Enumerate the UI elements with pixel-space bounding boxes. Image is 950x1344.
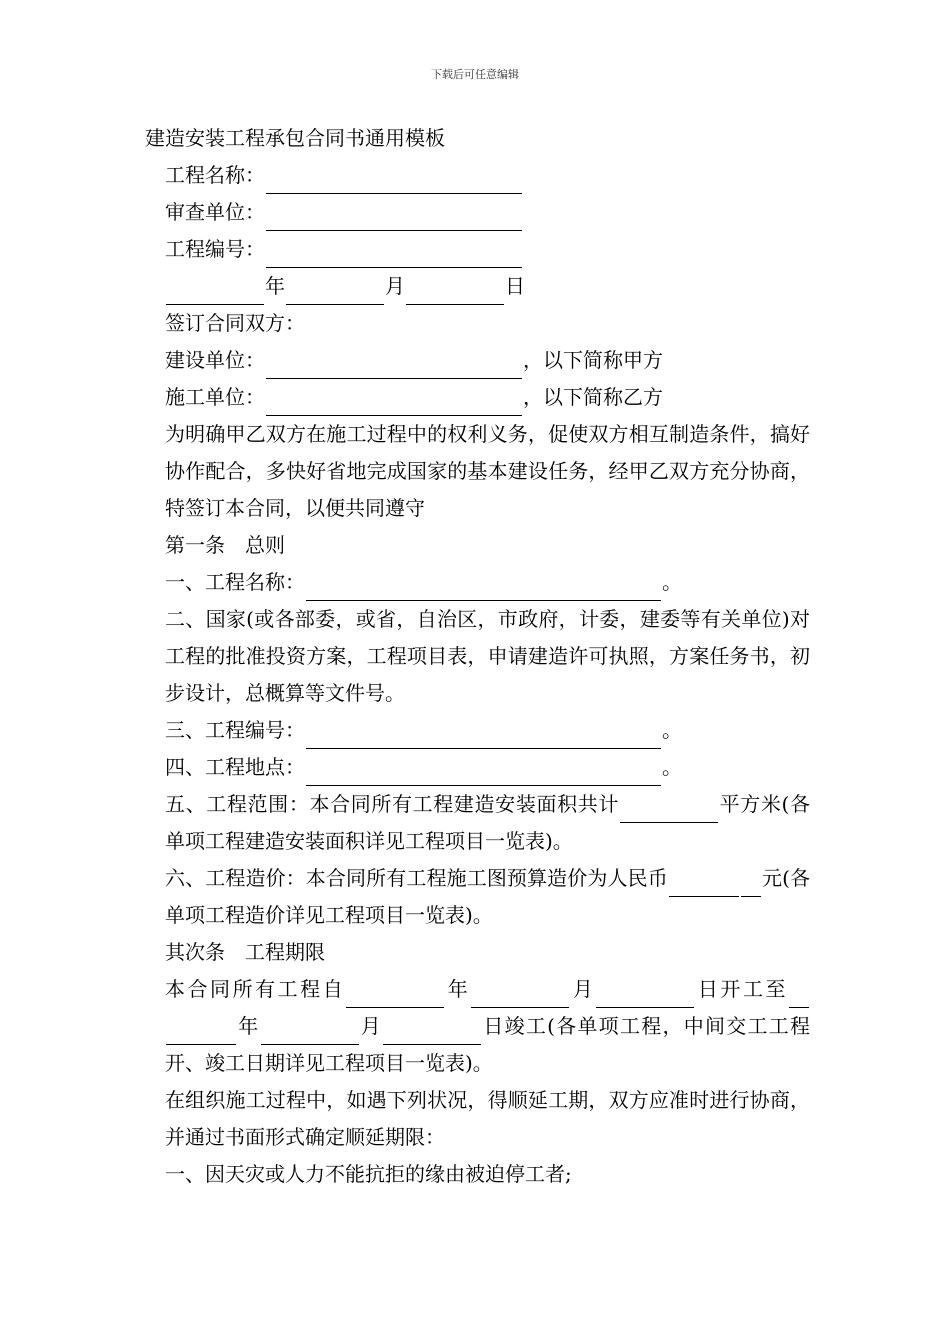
a1-item2-paragraph: 二、国家(或各部委，或省，自治区，市政府，计委，建委等有关单位)对工程的批准投资方案，工程项目表，申请建造许可执照，方案任务书，初步设计，总概算等文件号。	[165, 607, 810, 705]
year-label: 年	[265, 274, 285, 298]
a1-item6-pre: 六、工程造价：本合同所有工程施工图预算造价为人民币	[165, 866, 668, 890]
a1-item1-period: 。	[662, 570, 682, 594]
project-no-line	[145, 231, 810, 268]
a1-item1-label: 一、工程名称：	[165, 570, 305, 594]
a1-item1-blank[interactable]	[306, 574, 661, 601]
a1-item4-period: 。	[662, 755, 682, 779]
price-blank[interactable]	[669, 870, 739, 897]
a1-item6-paragraph	[145, 860, 810, 934]
owner-label: 建设单位：	[165, 348, 265, 372]
day-label: 日	[505, 274, 525, 298]
document-title: 建造安装工程承包合同书通用模板	[145, 126, 445, 150]
a2-item1: 一、因天灾或人力不能抗拒的缘由被迫停工者;	[165, 1162, 572, 1186]
article1-title: 第一条 总则	[165, 533, 285, 557]
project-name-label: 工程名称：	[165, 163, 265, 187]
project-name-line	[145, 157, 810, 194]
a1-item3-blank[interactable]	[306, 722, 661, 749]
start-day-blank[interactable]	[596, 981, 694, 1008]
review-unit-line	[145, 194, 810, 231]
a1-item5-pre: 五、工程范围：本合同所有工程建造安装面积共计	[165, 792, 620, 816]
start-day-label: 日开工至	[695, 977, 789, 1001]
day-blank[interactable]	[406, 278, 504, 305]
start-month-label: 月	[570, 977, 596, 1001]
review-unit-label: 审查单位：	[165, 200, 265, 224]
contractor-label: 施工单位：	[165, 385, 265, 409]
owner-line	[145, 342, 810, 379]
end-day-blank[interactable]	[383, 1018, 481, 1045]
a1-item3-label: 三、工程编号：	[165, 718, 305, 742]
area-blank[interactable]	[620, 796, 718, 823]
parties-label: 签订合同双方：	[165, 311, 305, 335]
start-year-blank[interactable]	[346, 981, 444, 1008]
contractor-suffix: ，以下简称乙方	[523, 385, 663, 409]
start-month-blank[interactable]	[471, 981, 569, 1008]
end-year-blank-a[interactable]	[789, 981, 809, 1008]
price-blank-cont[interactable]	[741, 870, 761, 897]
a1-item4-blank[interactable]	[306, 759, 661, 786]
a2-delay-paragraph: 在组织施工过程中，如遇下列状况，得顺延工期，双方应准时进行协商，并通过书面形式确定顺延期限：	[165, 1088, 810, 1149]
a1-item3-period: 。	[662, 718, 682, 742]
project-no-label: 工程编号：	[165, 237, 265, 261]
end-month-label: 月	[359, 1014, 383, 1038]
owner-blank[interactable]	[266, 352, 522, 379]
end-day-label: 日竣工(各单项工程，中间交工工程开、竣工日期详见工程项目一览表)。	[165, 1014, 811, 1075]
article2-title: 其次条 工程期限	[165, 940, 325, 964]
end-month-blank[interactable]	[261, 1018, 359, 1045]
month-blank[interactable]	[286, 278, 384, 305]
month-label: 月	[385, 274, 405, 298]
a2-pre: 本合同所有工程自	[165, 977, 346, 1001]
a1-item4-line	[145, 749, 810, 786]
start-year-label: 年	[445, 977, 471, 1001]
page-header-note: 下载后可任意编辑	[431, 68, 519, 81]
project-no-blank[interactable]	[266, 241, 522, 268]
contractor-line	[145, 379, 810, 416]
a1-item4-label: 四、工程地点：	[165, 755, 305, 779]
year-blank[interactable]	[166, 278, 264, 305]
owner-suffix: ，以下简称甲方	[523, 348, 663, 372]
a1-item1-line	[145, 564, 810, 601]
document-body	[145, 120, 810, 1193]
end-year-blank-b[interactable]	[166, 1018, 236, 1045]
a2-period-paragraph	[145, 971, 810, 1082]
end-year-label: 年	[237, 1014, 260, 1038]
project-name-blank[interactable]	[266, 167, 522, 194]
a1-item6-post: 元(各单项工程造价详见工程项目一览表)。	[165, 866, 811, 927]
contractor-blank[interactable]	[266, 389, 522, 416]
a1-item5-paragraph	[145, 786, 810, 860]
a1-item3-line	[145, 712, 810, 749]
a1-item5-post: 平方米(各单项工程建造安装面积详见工程项目一览表)。	[165, 792, 811, 853]
date-line	[145, 268, 810, 305]
review-unit-blank[interactable]	[266, 204, 522, 231]
intro-paragraph: 为明确甲乙双方在施工过程中的权利义务，促使双方相互制造条件，搞好协作配合，多快好省地完成国家的基本建设任务，经甲乙双方充分协商，特签订本合同，以便共同遵守	[165, 422, 810, 520]
